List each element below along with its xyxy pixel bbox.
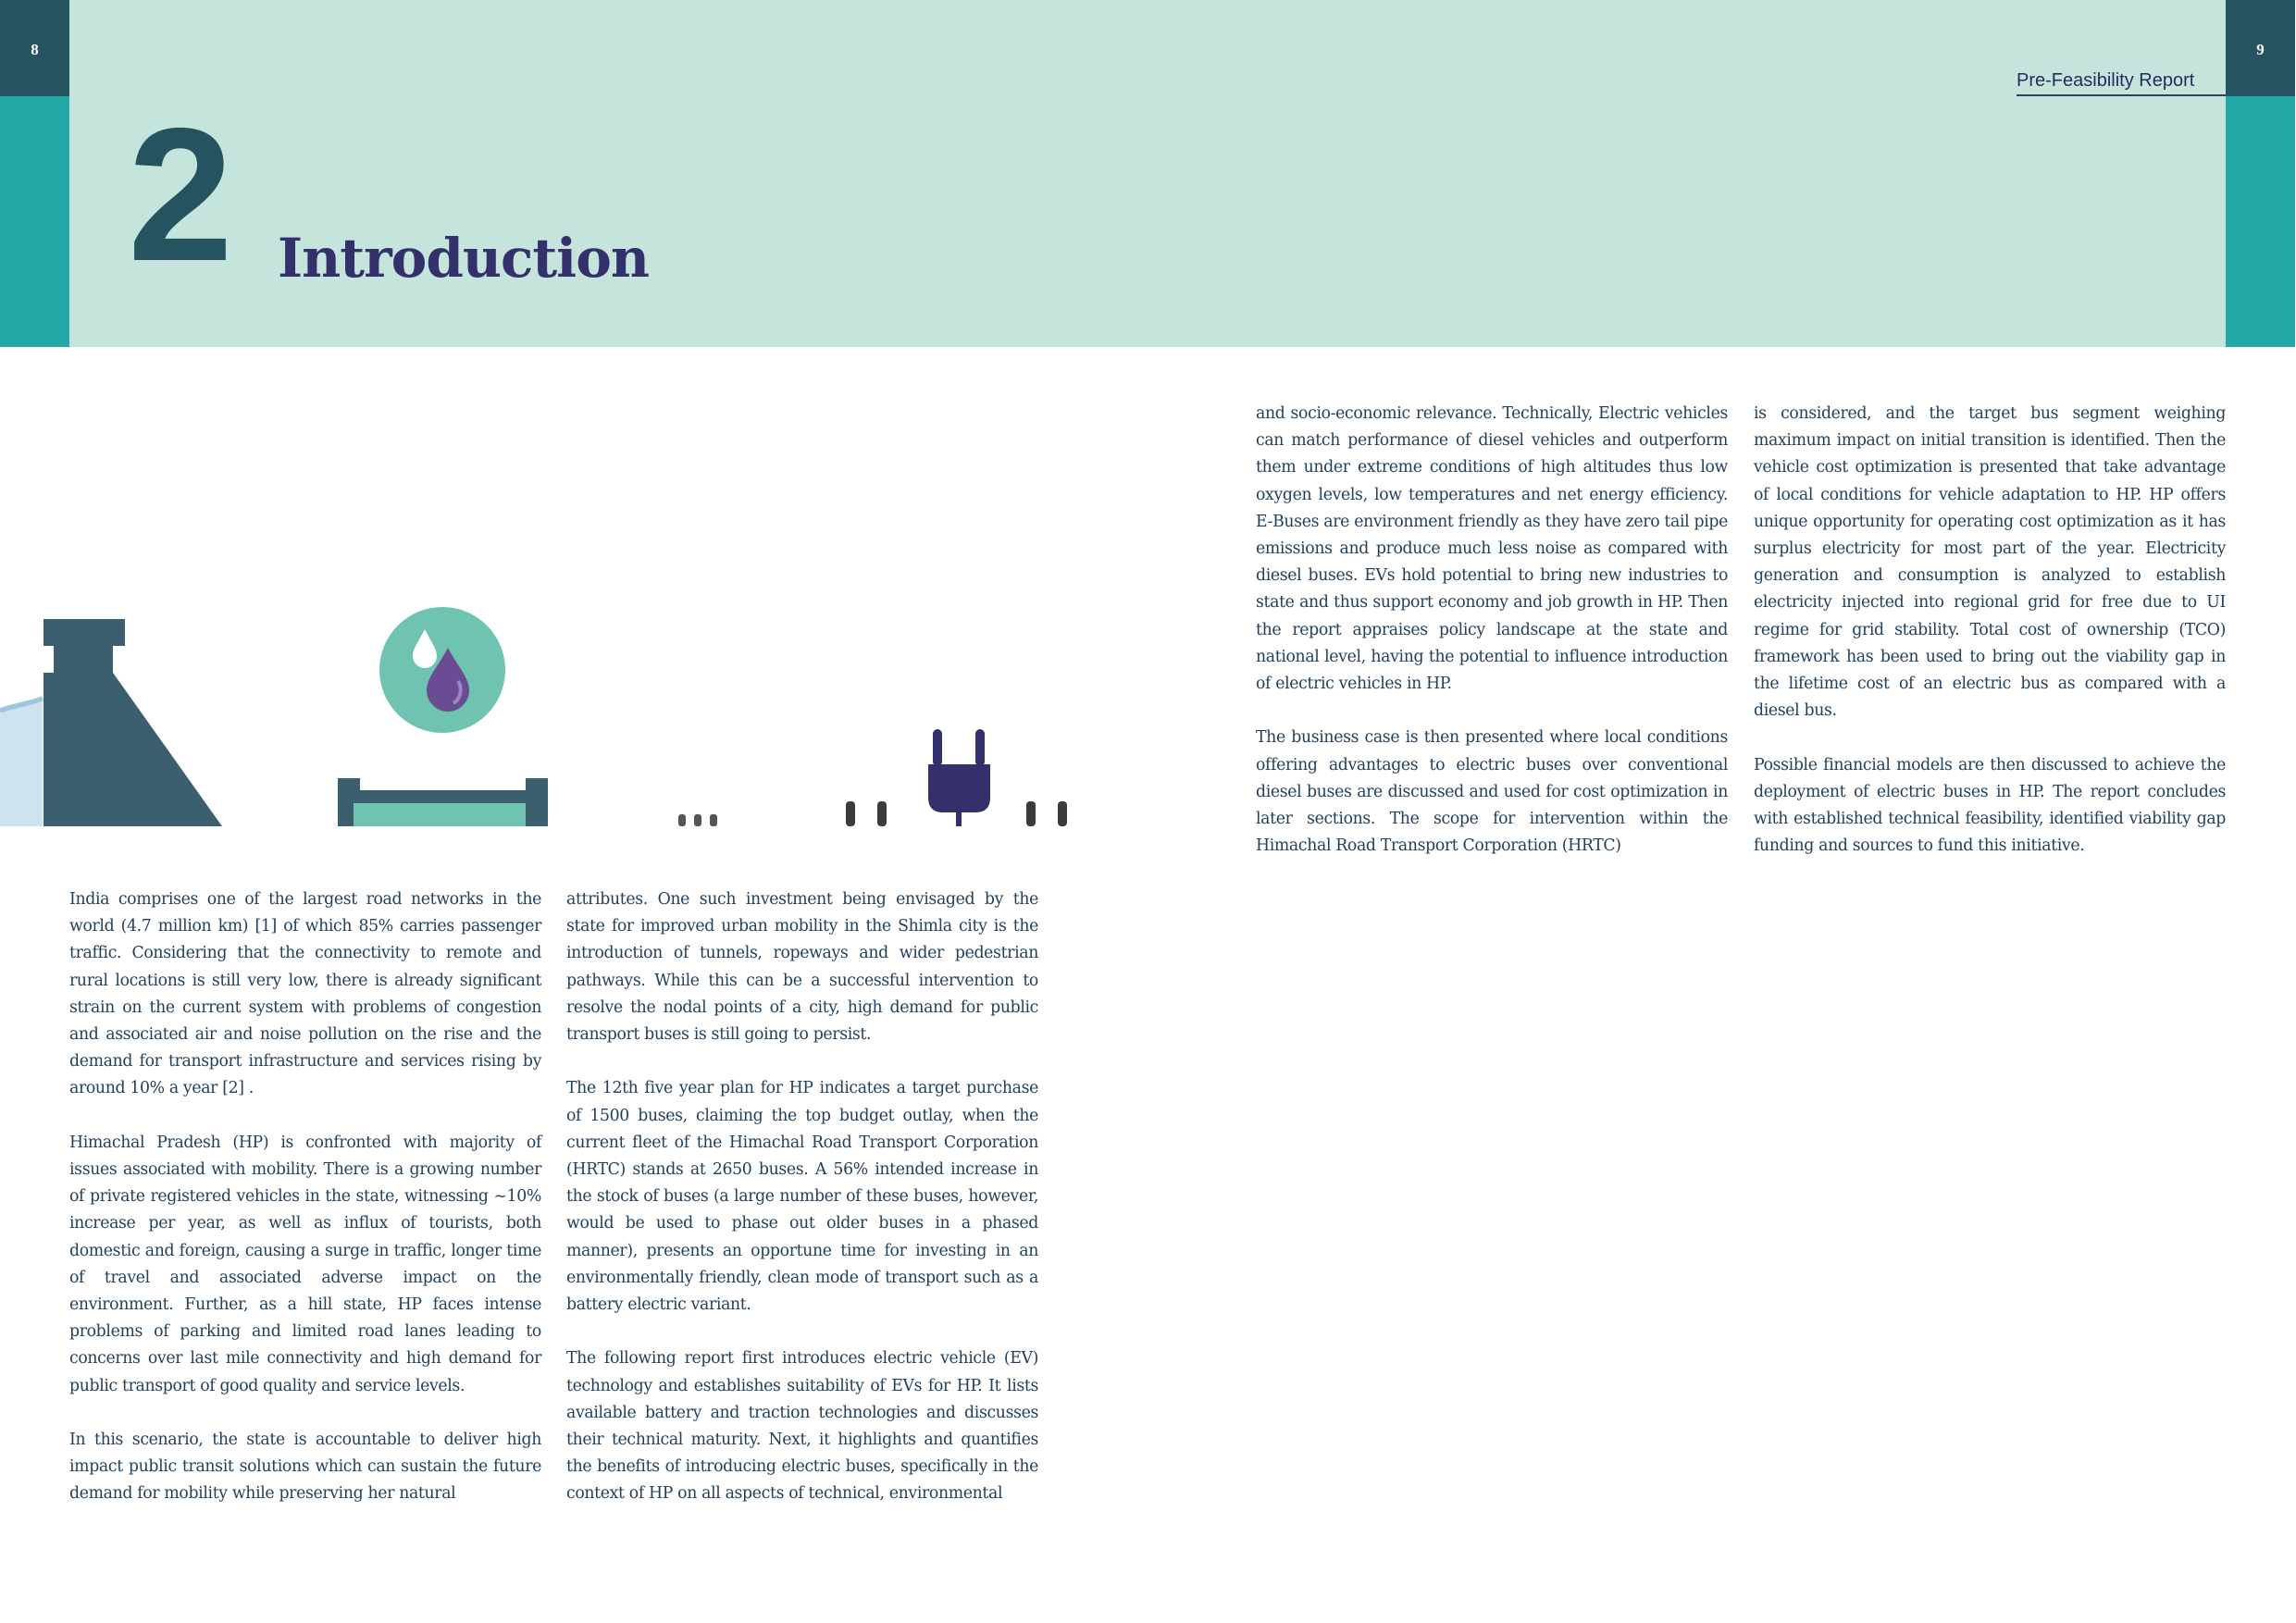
right-page-number: 9 [2256, 41, 2265, 58]
hill-icon [0, 696, 43, 826]
body-column-4 [1754, 401, 2226, 860]
paragraph: The 12th five year plan for HP indicates a target purchase of 1500 buses, claiming the top budget outlay, when the current fleet of the Himachal Road Transport Corporation (HRTC) stands at 2650 buses. A 56% intended increase in the stock of buses (a large number of these buses, however, would be used to phase out older buses in a phased manner), presents an opportune time for investing in an environmentally friendly, clean mode of transport such as a battery electric variant. [566, 1079, 1038, 1315]
body-column-2 [566, 886, 1038, 1508]
paragraph: attributes. One such investment being envisaged by the state for improved urban mobility in the Shimla city is the introduction of tunnels, ropeways and wider pedestrian pathways. While this can be a successful intervention to resolve the nodal points of a city, high demand for public transport buses is still going to persist. [566, 890, 1038, 1045]
left-page-number: 8 [31, 41, 39, 58]
fountain-base-icon [338, 778, 548, 826]
paragraph: Himachal Pradesh (HP) is confronted with majority of issues associated with mobility. There is a growing number of private registered vehicles in the state, witnessing ~10% increase per year, as well as influx of tourists, both domestic and foreign, causing a surge in traffic, longer time of travel and associated adverse impact on the environment. Further, as a hill state, HP faces intense problems of parking and limited road lanes leading to concerns over last mile connectivity and high demand for public transport of good quality and service levels. [69, 1133, 541, 1395]
left-page-tab [0, 0, 69, 347]
paragraph: In this scenario, the state is accountable to deliver high impact public transit solutions which can sustain the future demand for mobility while preserving her natural [69, 1431, 541, 1504]
running-header-rule [2017, 94, 2226, 96]
posts-icon [678, 801, 1067, 826]
right-page-number-box [2226, 0, 2295, 96]
body-column-1 [69, 886, 541, 1508]
paragraph: and socio-economic relevance. Technically, Electric vehicles can match performance of diesel vehicles and outperform them under extreme conditions of high altitudes thus low oxygen levels, low temperatures and net energy efficiency. E-Buses are environment friendly as they have zero tail pipe emissions and produce much less noise as compared with diesel buses. EVs hold potential to bring new industries to state and thus support economy and job growth in HP. Then the report appraises policy landscape at the state and national level, having the potential to influence introduction of electric vehicles in HP. [1256, 404, 1728, 694]
header-band [69, 0, 2226, 347]
paragraph: Possible financial models are then discussed to achieve the deployment of electric buses in HP. The report concludes with established technical feasibility, identified viability gap funding and sources to fund this initiative. [1754, 755, 2226, 856]
factory-icon [43, 619, 222, 826]
paragraph: The following report first introduces electric vehicle (EV) technology and establishes suitability of EVs for HP. It lists available battery and traction technologies and discusses their technical maturity. Next, it highlights and quantifies the benefits of introducing electric buses, specifically in the context of HP on all aspects of technical, environmental [566, 1349, 1038, 1504]
chapter-title: Introduction [278, 227, 650, 290]
electric-plug-icon [928, 729, 990, 826]
body-column-3 [1256, 401, 1728, 860]
right-page-tab [2226, 0, 2295, 347]
illustration [0, 592, 1092, 828]
paragraph: is considered, and the target bus segment weighing maximum impact on initial transition is identified. Then the vehicle cost optimization is presented that take advantage of local conditions for vehicle adaptation to HP. HP offers unique opportunity for operating cost optimization as it has surplus electricity for most part of the year. Electricity generation and consumption is analyzed to establish electricity injected into regional grid for free due to UI regime for grid stability. Total cost of ownership (TCO) framework has been used to bring out the viability gap in the lifetime cost of an electric bus as compared with a diesel bus. [1754, 404, 2226, 721]
running-header: Pre-Feasibility Report [2017, 70, 2195, 91]
water-drop-icon [379, 607, 505, 733]
paragraph: India comprises one of the largest road networks in the world (4.7 million km) [1] of which 85% carries passenger traffic. Considering that the connectivity to remote and rural locations is still very low, there is already significant strain on the current system with problems of congestion and associated air and noise pollution on the rise and the demand for transport infrastructure and services rising by around 10% a year [2] . [69, 890, 541, 1098]
paragraph: The business case is then presented where local conditions offering advantages to electric buses over conventional diesel buses are discussed and used for cost optimization in later sections. The scope for intervention within the Himachal Road Transport Corporation (HRTC) [1256, 728, 1728, 856]
chapter-number: 2 [128, 89, 234, 301]
left-page-number-box [0, 0, 69, 96]
